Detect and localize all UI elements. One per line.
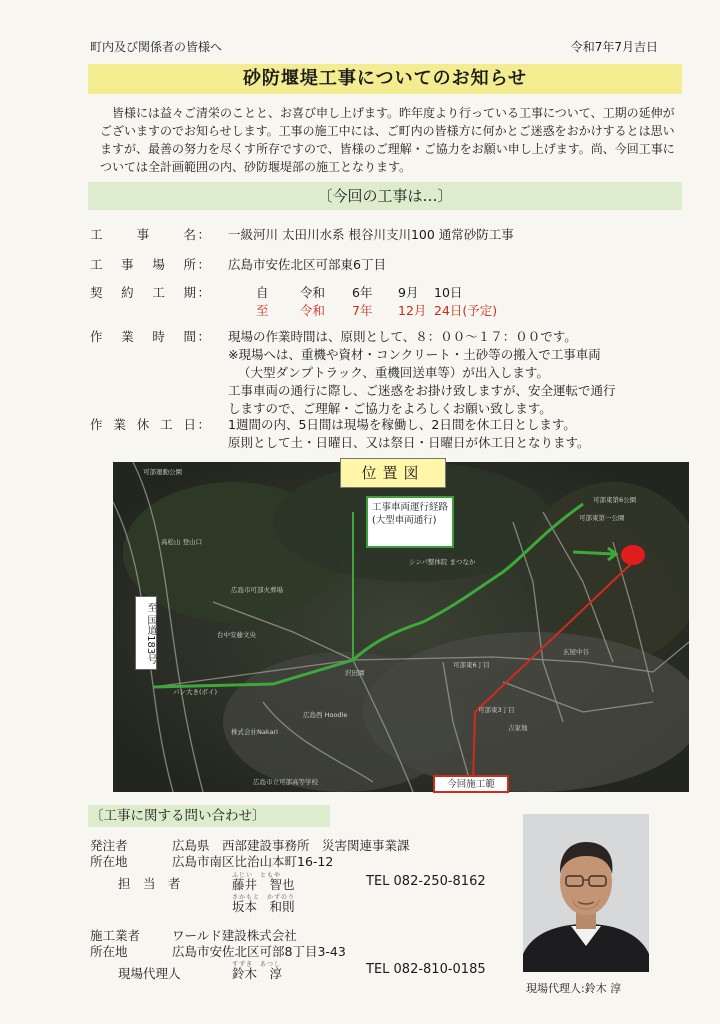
staff-1-ruby: ふじい ともや <box>232 872 282 879</box>
map-place-label: 高松山 登山口 <box>161 538 203 546</box>
label-char: 作 <box>90 329 103 344</box>
map-place-label: 台中安藤文央 <box>217 631 256 639</box>
label-char: 日 <box>183 417 196 432</box>
contact-heading: 〔工事に関する問い合わせ〕 <box>88 805 330 827</box>
route-label: 工事車両運行経路 <box>372 502 449 513</box>
site-value: 広島市安佐北区可部東6丁目 <box>228 257 386 272</box>
agent-label: 現場代理人 <box>118 966 181 981</box>
issue-date: 令和7年7月吉日 <box>570 40 658 54</box>
holidays-value <box>228 416 720 452</box>
staff-label: 担 当 者 <box>118 876 181 891</box>
map-title: 位置図 <box>340 458 446 488</box>
period-prefix: 至 <box>256 303 269 318</box>
hours-line: ※現場へは、重機や資材・コンクリート・土砂等の搬入で工事車両 <box>228 347 601 362</box>
label-char: 事 <box>136 227 150 242</box>
period-era: 令和 <box>300 285 326 300</box>
map-place-label: 株式会社Nakari <box>231 728 278 736</box>
label-char: 所 <box>183 257 196 272</box>
map-place-label: 可部東6丁目 <box>453 661 490 669</box>
label-char: 業 <box>121 329 134 344</box>
route-label-note: (大型車両通行) <box>372 515 437 526</box>
label-char: 契 <box>90 285 103 300</box>
page-title: 砂防堰堤工事についてのお知らせ <box>88 64 682 94</box>
period-year: 7年 <box>352 303 373 318</box>
label-char: 名 <box>183 227 196 242</box>
road-label-box: 至 国道183号 <box>135 596 157 670</box>
staff-2-name: 坂本 和則 <box>232 899 295 914</box>
orderer-address-label: 所在地 <box>90 854 128 869</box>
site-label-box: 今回施工範 <box>433 775 509 793</box>
holidays-line: 1週間の内、5日間は現場を稼働し、2日間を休工日とします。 <box>228 417 576 432</box>
map-place-label: 吉家地 <box>508 724 528 732</box>
label-char: 事 <box>121 257 134 272</box>
period-to <box>256 302 720 320</box>
map-place-label: 可部東第一公園 <box>579 514 625 522</box>
map-place-label: 可部東第6公園 <box>593 496 637 504</box>
builder-value: ワールド建設株式会社 <box>172 928 297 943</box>
builder-address-label: 所在地 <box>90 944 128 959</box>
builder-label: 施工業者 <box>90 928 141 943</box>
period-month: 12月 <box>398 303 427 318</box>
label-char: 業 <box>113 417 126 432</box>
hours-line: しますので、ご理解・ご協力をよろしくお願い致します。 <box>228 401 552 416</box>
period-from <box>256 284 720 302</box>
map-place-label: 玄屋中谷 <box>563 648 589 656</box>
orderer-tel: TEL 082-250-8162 <box>366 874 486 889</box>
orderer-address: 広島市南区比治山本町16-12 <box>172 854 334 869</box>
label-char: 約 <box>121 285 134 300</box>
work-name-value: 一級河川 太田川水系 根谷川支川100 通常砂防工事 <box>228 227 514 242</box>
period-prefix: 自 <box>256 285 269 300</box>
period-day: 24日(予定) <box>434 303 498 318</box>
map-place-label: 広島市可部火葬場 <box>231 586 283 594</box>
recipient-line: 町内及び関係者の皆様へ <box>90 40 223 54</box>
orderer-label: 発注者 <box>90 838 128 853</box>
map-place-label: 沢田園 <box>345 669 365 677</box>
label-char: 工 <box>152 285 165 300</box>
map-place-label: パン大き(ボイ) <box>173 688 218 696</box>
route-label-box <box>366 496 454 548</box>
label-char: 工 <box>160 417 173 432</box>
period-month: 9月 <box>398 285 419 300</box>
map-place-label: 広島西 Hoodle <box>303 711 348 719</box>
site-agent-photo <box>523 814 649 972</box>
label-char: 工 <box>90 257 103 272</box>
label-char: 休 <box>136 417 150 432</box>
period-era: 令和 <box>300 303 326 318</box>
intro-paragraph: 皆様には益々ご清栄のことと、お喜び申し上げます。昨年度より行っている工事について、工期の延伸がございますのでお知らせします。工事の施工中には、ご町内の皆様方に何かとご迷惑をおかけするとは思いますが、最善の努力を尽くす所存ですので、皆様のご理解・ご協力をお願い申し上げます。尚、今回工事については全計画範囲の内、砂防堰堤部の施工となります。 <box>100 106 675 174</box>
staff-2-ruby: さかもと かずのり <box>232 894 296 901</box>
label-char: 作 <box>90 417 103 432</box>
hours-line: （大型ダンプトラック、重機回送車等）が出入します。 <box>238 365 549 380</box>
map-place-label: 広島市立可部高等学校 <box>253 778 318 786</box>
period-day: 10日 <box>434 285 463 300</box>
holidays-line: 原則として土・日曜日、又は祭日・日曜日が休工日となります。 <box>228 435 590 450</box>
label-char: 間 <box>183 329 196 344</box>
agent-name: 鈴木 淳 <box>232 966 283 981</box>
map-place-label: 可部運動公園 <box>143 468 182 476</box>
section-title: 〔今回の工事は…〕 <box>88 182 682 210</box>
agent-ruby: すずき あつし <box>232 961 282 968</box>
staff-1-name: 藤井 智也 <box>232 877 295 892</box>
map-place-label: シンパ整体院 まつなか <box>409 558 476 566</box>
builder-address: 広島市安佐北区可部8丁目3-43 <box>172 944 346 959</box>
photo-caption: 現場代理人:鈴木 淳 <box>526 982 622 995</box>
label-char: 時 <box>152 329 165 344</box>
label-char: 工 <box>90 227 103 242</box>
builder-tel: TEL 082-810-0185 <box>366 962 486 977</box>
orderer-value: 広島県 西部建設事務所 災害関連事業課 <box>172 838 410 853</box>
period-year: 6年 <box>352 285 373 300</box>
map-place-label: 可部東3丁目 <box>478 706 515 714</box>
label-char: 場 <box>152 257 165 272</box>
hours-line: 工事車両の通行に際し、ご迷惑をお掛け致しますが、安全運転で通行 <box>228 383 616 398</box>
hours-line: 現場の作業時間は、原則として、８：００～１７：００です。 <box>228 329 577 344</box>
hours-value <box>228 328 720 418</box>
label-char: 期 <box>183 285 196 300</box>
